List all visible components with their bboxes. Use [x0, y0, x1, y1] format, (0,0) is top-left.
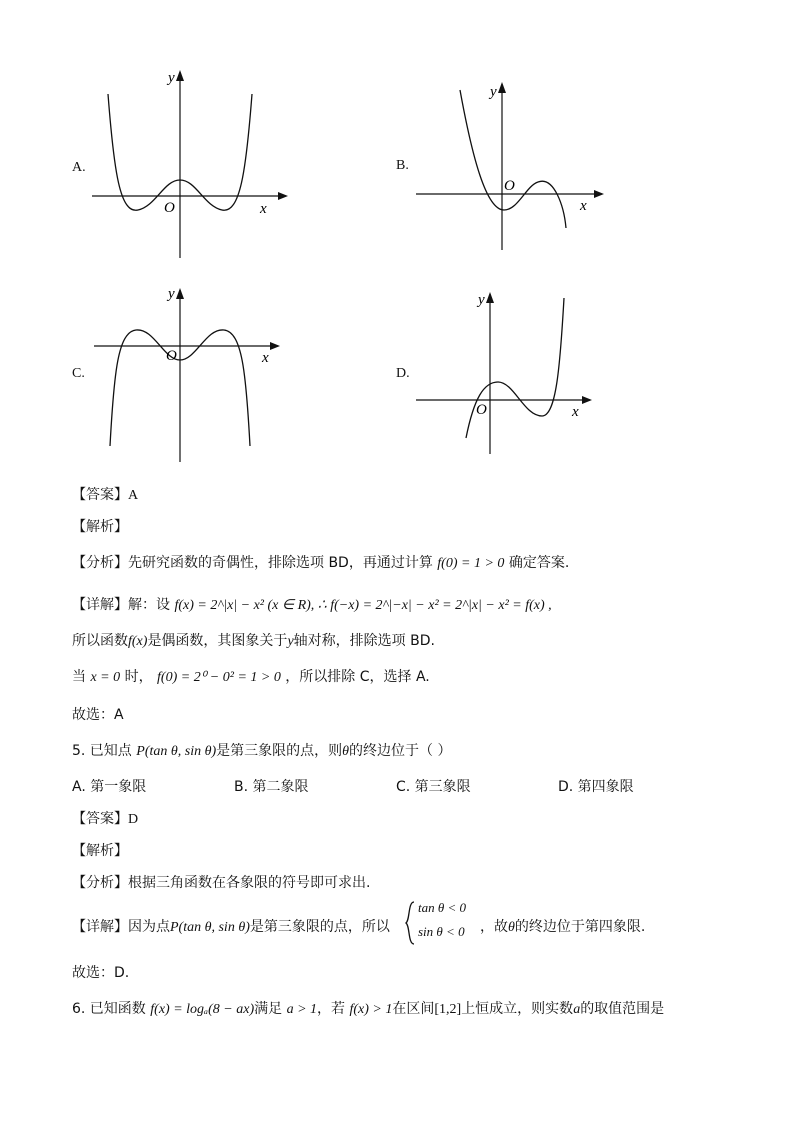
q5-choice-c: C. 第三象限 — [396, 779, 471, 795]
q4-fenxi-text-1: 先研究函数的奇偶性，排除选项 BD，再通过计算 — [128, 555, 433, 571]
q4-conclusion: 故选：A — [72, 707, 124, 723]
graph-b-x-label: x — [580, 198, 587, 214]
graph-a-y-label: y — [168, 70, 175, 86]
q6-stem-f: 的取值范围是 — [580, 1001, 665, 1017]
q4-line2-math: f(x) — [128, 634, 148, 649]
q6-stem-math4: [1,2] — [434, 1002, 462, 1017]
graph-a-x-label: x — [260, 201, 267, 217]
q5-answer-value: D — [128, 812, 139, 827]
q4-detail-line-1 — [72, 594, 552, 614]
q4-analysis-tag: 【解析】 — [72, 519, 128, 535]
q5-brace-top: tan θ < 0 — [418, 900, 467, 915]
q4-line2-c: 轴对称，排除选项 BD. — [293, 633, 435, 649]
q5-fenxi-text: 根据三角函数在各象限的符号即可求出. — [128, 875, 371, 891]
q5-brace-bottom: sin θ < 0 — [418, 924, 465, 939]
q4-fenxi-line — [72, 552, 569, 572]
q5-answer-line — [72, 808, 138, 828]
q6-stem-math3: f(x) > 1 — [349, 1002, 393, 1017]
q4-fenxi-math: f(0) = 1 > 0 — [437, 556, 505, 571]
q5-stem-a: 5. 已知点 — [72, 743, 132, 759]
q5-stem-b: 是第三象限的点，则 — [216, 743, 343, 759]
graph-b-origin-label: O — [504, 178, 515, 194]
q6-stem-d: 在区间 — [392, 1001, 435, 1017]
q5-xj-theta: θ — [508, 920, 515, 935]
q4-detail-tag: 【详解】 — [72, 597, 128, 613]
graph-b-y-label: y — [490, 84, 497, 100]
q4-line2-y: y — [287, 634, 294, 649]
graph-c-y-label: y — [168, 286, 175, 302]
option-b-label: B. — [396, 158, 409, 173]
q4-answer-value: A — [128, 488, 139, 503]
graph-d — [414, 288, 614, 460]
q5-xj-d: 的终边位于第四象限. — [514, 919, 646, 935]
q5-xj-math: P(tan θ, sin θ) — [170, 920, 250, 935]
q4-line3-b: 时， — [124, 669, 153, 685]
graph-a-origin-label: O — [164, 200, 175, 216]
q5-detail-line — [72, 916, 390, 936]
q5-stem-math: P(tan θ, sin θ) — [136, 744, 217, 759]
option-c-label: C. — [72, 366, 85, 381]
graph-d-x-label: x — [572, 404, 579, 420]
q5-choice-b: B. 第二象限 — [234, 779, 309, 795]
q5-fenxi-tag: 【分析】 — [72, 875, 128, 891]
q5-stem — [72, 740, 451, 760]
graph-a — [90, 62, 300, 262]
q4-detail-text: 解：设 — [128, 597, 170, 613]
q5-stem-theta: θ — [342, 744, 350, 759]
q6-stem-c: ，若 — [317, 1001, 346, 1017]
q5-conclusion: 故选：D. — [72, 965, 130, 981]
q6-stem-math5: a — [573, 1002, 581, 1017]
graph-d-y-label: y — [478, 292, 485, 308]
option-d-label: D. — [396, 366, 410, 381]
q4-line3-a: 当 — [72, 669, 86, 685]
left-brace-icon — [404, 900, 416, 946]
q5-xj-a: 因为点 — [128, 919, 170, 935]
q5-answer-tag: 【答案】 — [72, 811, 128, 827]
q4-fenxi-tag: 【分析】 — [72, 555, 128, 571]
q6-stem-math2: a > 1 — [286, 1002, 318, 1017]
q4-detail-line-2 — [72, 630, 435, 650]
graph-c-x-label: x — [262, 350, 269, 366]
graph-c-origin-label: O — [166, 348, 177, 364]
q4-fenxi-text-2: 确定答案. — [508, 555, 570, 571]
q4-line3-math1: x = 0 — [90, 670, 121, 685]
q5-stem-c: 的终边位于（ ） — [349, 743, 452, 759]
graph-d-origin-label: O — [476, 402, 487, 418]
q6-stem-math1: f(x) = logₐ(8 − ax) — [150, 1002, 255, 1017]
q5-xj-b: 是第三象限的点，所以 — [249, 919, 390, 935]
q5-fenxi-line — [72, 872, 370, 892]
graph-b — [414, 76, 614, 256]
q4-line3-c: ，所以排除 C，选择 A. — [285, 669, 430, 685]
q5-detail-tag: 【详解】 — [72, 919, 128, 935]
q5-inequality-system — [404, 900, 484, 946]
q6-stem-a: 6. 已知函数 — [72, 1001, 146, 1017]
q4-detail-line-3 — [72, 666, 430, 686]
q5-xj-c: ，故 — [480, 919, 508, 935]
q4-answer-line — [72, 484, 138, 504]
q4-line2-a: 所以函数 — [72, 633, 128, 649]
q5-analysis-tag: 【解析】 — [72, 843, 128, 859]
q4-line2-b: 是偶函数，其图象关于 — [147, 633, 288, 649]
q4-answer-tag: 【答案】 — [72, 487, 128, 503]
graph-c — [92, 282, 292, 466]
q5-choice-a: A. 第一象限 — [72, 779, 147, 795]
q5-choice-d: D. 第四象限 — [558, 779, 634, 795]
q6-stem — [72, 998, 664, 1018]
q4-line3-math2: f(0) = 2⁰ − 0² = 1 > 0 — [157, 670, 281, 685]
q4-detail-math: f(x) = 2^|x| − x² (x ∈ R), ∴ f(−x) = 2^|−x| − x² = 2^|x| − x² = f(x) , — [174, 598, 552, 613]
q6-stem-b: 满足 — [254, 1001, 283, 1017]
q6-stem-e: 上恒成立，则实数 — [461, 1001, 574, 1017]
q5-detail-tail — [480, 916, 645, 936]
option-a-label: A. — [72, 160, 86, 175]
